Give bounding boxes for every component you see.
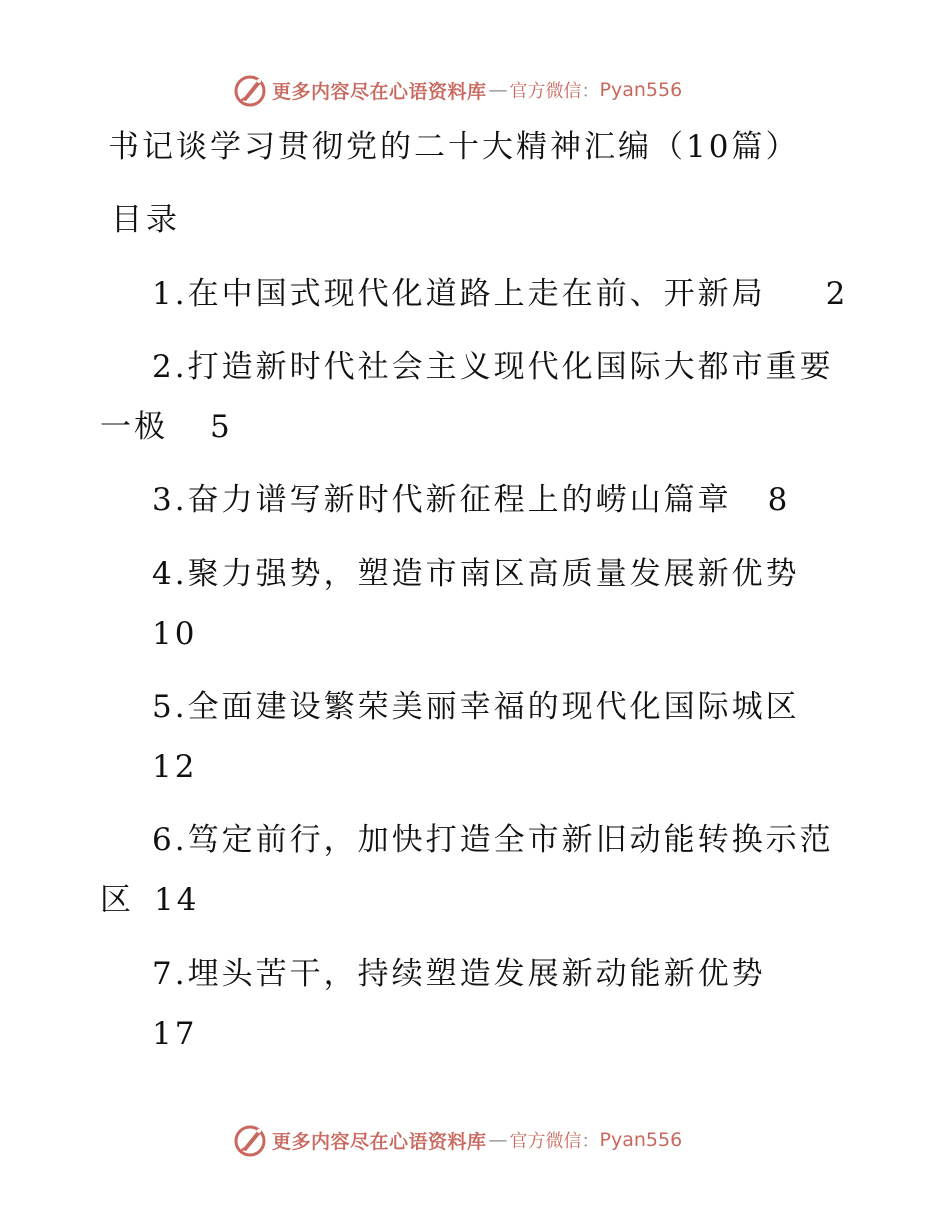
watermark-wechat-code: Pyan556 [599, 79, 683, 101]
toc-entry-2-continued[interactable] [100, 403, 233, 451]
toc-entry-title: 1.在中国式现代化道路上走在前、开新局 [152, 276, 766, 312]
watermark-sub-text: 官方微信： [509, 81, 600, 102]
toc-entry-6[interactable] [152, 816, 834, 864]
toc-entry-title-continued: 区 [100, 882, 134, 918]
toc-entry-4-page-line[interactable] [152, 610, 197, 658]
header-watermark [232, 70, 682, 110]
toc-entry-page: 8 [767, 482, 791, 518]
toc-entry-title: 6.笃定前行，加快打造全市新旧动能转换示范 [152, 822, 834, 858]
toc-entry-page: 12 [152, 749, 198, 785]
toc-entry-page: 2 [825, 276, 849, 312]
toc-entry-page: 17 [152, 1016, 198, 1052]
toc-entry-title: 4.聚力强势，塑造市南区高质量发展新优势 [152, 556, 800, 592]
toc-entry-title: 5.全面建设繁荣美丽幸福的现代化国际城区 [152, 689, 800, 725]
toc-entry-page: 10 [152, 616, 198, 652]
toc-entry-7[interactable] [152, 950, 766, 998]
toc-entry-2[interactable] [152, 343, 834, 391]
toc-entry-6-continued[interactable] [100, 876, 199, 924]
toc-heading: 目录 [111, 202, 181, 238]
watermark-main-text: 更多内容尽在心语资料库 [272, 1130, 487, 1153]
feather-pen-logo-icon [232, 1122, 268, 1158]
watermark-dash: — [488, 79, 508, 101]
toc-entry-title: 3.奋力谱写新时代新征程上的崂山篇章 [152, 482, 732, 518]
watermark-dash: — [488, 1129, 508, 1151]
footer-watermark [232, 1120, 682, 1160]
toc-entry-title: 2.打造新时代社会主义现代化国际大都市重要 [152, 349, 834, 385]
document-title: 书记谈学习贯彻党的二十大精神汇编（10篇） [108, 129, 800, 165]
toc-entry-page: 14 [154, 882, 200, 918]
toc-entry-3[interactable] [152, 476, 790, 524]
watermark-sub-text: 官方微信： [509, 1131, 600, 1152]
toc-entry-title: 7.埋头苦干，持续塑造发展新动能新优势 [152, 956, 766, 992]
toc-entry-5-page-line[interactable] [152, 743, 197, 791]
watermark-wechat-code: Pyan556 [599, 1129, 683, 1151]
toc-entry-5[interactable] [152, 683, 800, 731]
toc-entry-4[interactable] [152, 550, 800, 598]
toc-entry-7-page-line[interactable] [152, 1010, 197, 1058]
toc-entry-1[interactable] [152, 270, 848, 318]
toc-entry-page: 5 [210, 409, 233, 445]
watermark-main-text: 更多内容尽在心语资料库 [272, 80, 487, 103]
feather-pen-logo-icon [232, 72, 268, 108]
toc-entry-title-continued: 一极 [100, 409, 168, 445]
